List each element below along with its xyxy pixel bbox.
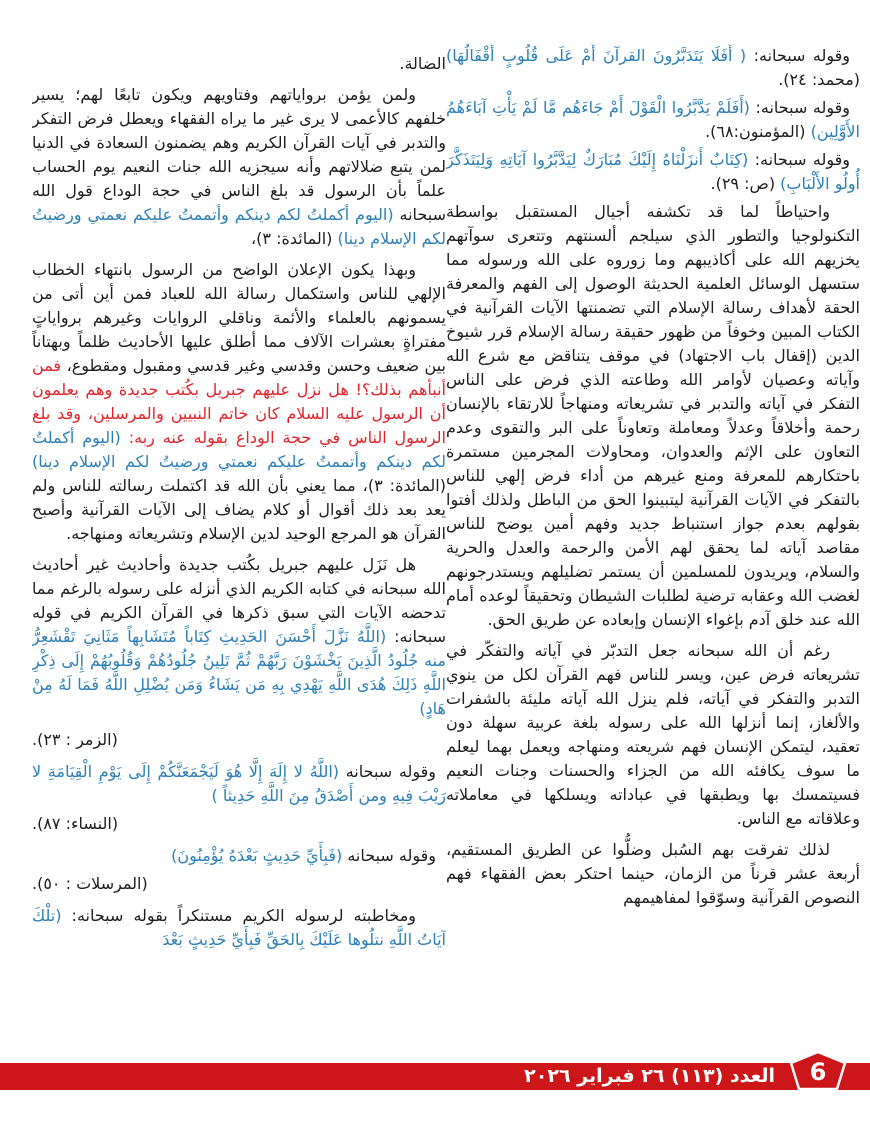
text-segment: (المائدة: ٣)، bbox=[251, 229, 333, 248]
paragraph bbox=[32, 812, 446, 836]
paragraph bbox=[32, 52, 446, 76]
paragraph bbox=[32, 904, 446, 952]
text-segment: (اليوم أكملتُ لكم دينكم وأتممتُ عليكم نعمتي ورضيتُ لكم الإسلام دينا) bbox=[32, 428, 446, 471]
text-segment: وقوله سبحانه bbox=[342, 846, 436, 865]
text-segment: لذلك تفرقت بهم السُبل وضلُّوا عن الطريق المستقيم، أربعة عشر قرناً من الزمان، حينما احتكر بعض الفقهاء فهم النصوص القرآنية وسوّقوا لمفاهيمهم bbox=[446, 840, 860, 907]
paragraph bbox=[32, 258, 446, 546]
text-segment: (اليوم أكملتُ لكم دينكم وأتممتُ عليكم نعمتي ورضيتُ لكم الإسلام دينا) bbox=[32, 205, 446, 248]
text-segment: (ص: ٢٩). bbox=[710, 174, 776, 193]
text-segment: رغم أن الله سبحانه جعل التدبّر في آياته والتفكّر في تشريعاته فرض عين، ويسر للناس فهم القرآن لكل من ينوي التدبر والتفكر في آياته، فلم ينزل الله آياته مليئة بالشفرات والألغاز، إنما أنزلها الله على رسوله بلغة عربية سهلة دون تعقيد، ليتمكن الإنسان فهم شريعته ومنهاجه ويعمل بهما ليعلم ما سوف يكافئه الله من الجزاء والحسنات وجنات النعيم فسيتمسك بها ويطبقها في عباداته ويسلكها في معاملاته وعلاقاته مع الناس. bbox=[446, 641, 860, 828]
text-segment: (أَفَلَمْ يَدَّبَّرُوا الْقَوْلَ أَمْ جَاءَهُم مَّا لَمْ يَأْتِ آبَاءَهُمُ الأَوَّلِين) bbox=[446, 98, 860, 141]
column-left bbox=[32, 52, 446, 1050]
text-segment: (المرسلات : ٥٠). bbox=[32, 874, 148, 893]
text-segment: وقوله سبحانه bbox=[339, 762, 436, 781]
text-segment: (كِتَابٌ أَنزَلْنَاهُ إِلَيْكَ مُبَارَكٌ لِيَدَّبَّرُوا آيَاتِهِ وَلِيَتَذَكَّرَ أُولُو الأَلْبَابِ) bbox=[446, 150, 860, 193]
text-segment: (الزمر : ٢٣). bbox=[32, 730, 118, 749]
text-segment: (النساء: ٨٧). bbox=[32, 814, 119, 833]
text-segment: (المؤمنون:٦٨). bbox=[705, 122, 806, 141]
footer-issue-text: العدد (١١٣) ٢٦ فبراير ٢٠٢٦ bbox=[524, 1065, 775, 1087]
paragraph bbox=[32, 872, 446, 896]
text-segment: وقوله سبحانه: bbox=[749, 98, 851, 117]
text-segment: (محمد: ٢٤). bbox=[778, 70, 860, 89]
paragraph bbox=[446, 639, 860, 831]
paragraph bbox=[32, 83, 446, 251]
paragraph bbox=[32, 844, 446, 868]
text-segment: وبهذا يكون الإعلان الواضح من الرسول بانتهاء الخطاب الإلهي للناس واستكمال رسالة الله للعباد فمن أين أتى من يسمونهم بالعلماء والأئمة وناقلي الروايات وغيرهم برواياتٍ مفتراةٍ بعشرات الآلاف مما أطلق عليها الأحاديث ظلماً وبهتاناً بين ضعيف وحسن وقدسي وغير قدسي ومقبول ومقطوع، bbox=[32, 260, 446, 375]
paragraph bbox=[446, 200, 860, 632]
text-segment: واحتياطاً لما قد تكشفه أجيال المستقبل بواسطة التكنولوجيا والتطور الذي سيلجم ألسنتهم وتتعرى سوآتهم يخزيهم الله على أكاذيبهم وما زوروه على الله ورسوله مما ستسهل الوسائل العلمية الحديثة الوصول إلى الفهم والمعرفة الحقة لأهداف رسالة الإسلام التي تضمنتها الآيات القرآنية في الكتاب المبين وخوفاً من ظهور حقيقة رسالة الإسلام قرر شيوخ الدين (إقفال باب الاجتهاد) في موقف يتناقض مع شرع الله وآياته وعصيان لأوامر الله وطاعته الذي فرض على الناس التفكر في آياته والتدبر في تشريعاته ومنهاجاً للارتقاء بالإنسان رحمة وأخلاقاً وعدلاً ومعاملة وتعاوناً على البر والتقوى وعدم التعاون على الإثم والعدوان، ومحاولات المجرمين مستمرة باحتكارهم للمعرفة ومنع غيرهم من أداء فرض إلهي للناس بالتفكر في الآيات القرآنية ليتبينوا الحق من الباطل ولذلك أفتوا بقولهم بعدم جواز استنباط جديد وفهم أمين يوضح للناس مقاصد آياته لما يحقق لهم الأمن والرحمة والعدل والحرية والسلام، ويريدون للمسلمين أن يستمر تضليلهم ويستدرجونهم لغضب الله وعقابه ترضية لطلبات الشيطان وتحقيقاً لوعده أمام الله عند خلق آدم بإغواء الإنسان وإبعاده عن طريق الحق. bbox=[446, 202, 860, 629]
text-segment: (تلْكَ آيَاتُ اللَّهِ نتلُوها عَلَيْكَ بِالحَقِّ فَبِأَيِّ حَدِيثٍ بَعْدَ bbox=[32, 906, 446, 949]
column-right bbox=[446, 44, 860, 1050]
text-segment: (اللَّهُ نَزَّلَ أَحْسَنَ الحَدِيثِ كِتَاباً مُتَشَابِهاً مَثَانِيَ تَقْشَعِرُّ منه جُلُودُ الَّذِينَ يَخْشَوْنَ رَبَّهُمْ ثُمَّ تَلِينُ جُلُودُهُمْ وَقُلُوبُهُمْ إِلَى ذِكْرِ اللَّهِ ذَلِكَ هُدَى اللَّهِ يَهْدِي بِهِ مَن يَشَاءُ وَمَن يُضْلِلِ اللَّهُ فَمَا لَهُ مِنْ هَادٍ) bbox=[32, 627, 446, 718]
text-segment: وقوله سبحانه: bbox=[748, 150, 851, 169]
text-segment: الضالة. bbox=[399, 54, 446, 73]
paragraph bbox=[32, 553, 446, 721]
text-segment: فمن أنبأهم بذلك؟! هل نزل عليهم جبريل بكُتب جديدة وهم يعلمون أن الرسول عليه السلام كان خاتم النبيين والمرسلين، وقد بلغ الرسول الناس في حجة الوداع بقوله عنه ربه: bbox=[32, 356, 446, 447]
paragraph bbox=[32, 760, 446, 808]
paragraph bbox=[446, 96, 860, 144]
page-number-badge bbox=[789, 1050, 847, 1091]
paragraph bbox=[446, 838, 860, 910]
text-segment: ولمن يؤمن برواياتهم وفتاويهم ويكون تابعًا لهم؛ يسير خلفهم كالأعمى لا يرى غير ما يراه الفقهاء ويعطل فرض التفكر والتدبر في آيات القرآن الكريم وهم يضمنون السعادة في الدنيا لمن يتبع ضلالاتهم وأنه سيجزيه الله جنات النعيم يوم الحساب علماً بأن الرسول قد بلغ الناس في حجة الوداع قول الله سبحانه bbox=[32, 85, 446, 224]
paragraph bbox=[446, 148, 860, 196]
text-segment: ( أَفَلَا يَتَدَبَّرُونَ القرآنَ أَمْ عَلَى قُلُوبٍ أَقْفَالُهَا) bbox=[446, 46, 747, 65]
text-segment: وقوله سبحانه: bbox=[746, 46, 851, 65]
page-number-text: 6 bbox=[809, 1058, 827, 1086]
text-segment: (فَبِأَيِّ حَدِيثٍ بَعْدَهُ يُؤْمِنُونَ) bbox=[171, 846, 343, 865]
text-segment: ومخاطبته لرسوله الكريم مستنكراً بقوله سبحانه: bbox=[61, 906, 416, 925]
paragraph bbox=[446, 44, 860, 92]
text-segment: (المائدة: ٣)، مما يعني بأن الله قد اكتملت رسالته للناس ولم يعد بعد ذلك أقوال أو كلام يضاف إلى الآيات القرآنية وأصبح القرآن هو المرجع الوحيد لدين الإسلام وتشريعاته ومنهاجه. bbox=[32, 476, 446, 543]
paragraph bbox=[32, 728, 446, 752]
text-segment: (اللَّهُ لا إِلَهَ إِلَّا هُوَ لَيَجْمَعَنَّكُمْ إِلَى يَوْمِ الْقِيَامَةِ لا رَيْبَ فِيهِ ومن أَصْدَقُ مِنَ اللَّهِ حَدِيثاً ) bbox=[32, 762, 446, 805]
text-segment: هل نَزَل عليهم جبريل بكُتب جديدة وأحاديث غير أحاديث الله سبحانه في كتابه الكريم الذي أنزله على رسوله بالرغم مما تدحضه الآيات التي سبق ذكرها في القرآن الكريم في قوله سبحانه: bbox=[32, 555, 446, 646]
